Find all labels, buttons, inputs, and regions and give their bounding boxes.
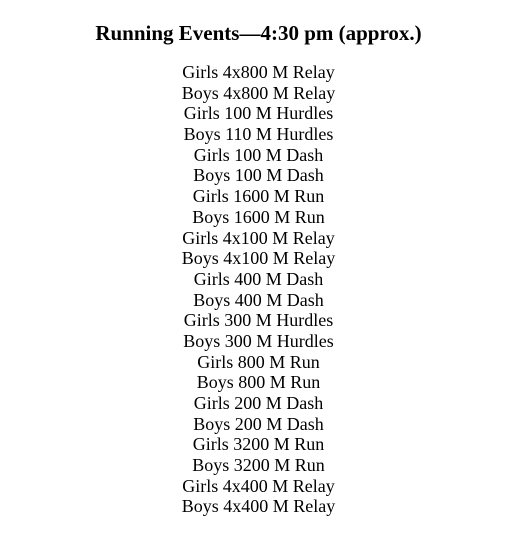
list-item: Girls 4x800 M Relay <box>182 62 335 82</box>
list-item: Boys 1600 M Run <box>192 206 325 227</box>
list-item: Girls 1600 M Run <box>192 186 325 207</box>
list-item: Boys 110 M Hurdles <box>183 124 334 145</box>
list-item: Boys 3200 M Run <box>192 455 325 476</box>
list-item: Boys 4x100 M Relay <box>181 248 336 269</box>
list-item: Boys 100 M Dash <box>193 165 324 186</box>
running-events-list <box>0 62 517 517</box>
list-item: Boys 4x800 M Relay <box>181 82 336 103</box>
list-item: Boys 300 M Hurdles <box>183 330 334 351</box>
list-item: Boys 4x400 M Relay <box>181 496 336 517</box>
list-item: Girls 4x400 M Relay <box>182 475 335 496</box>
list-item: Girls 800 M Run <box>197 351 320 372</box>
list-item: Girls 200 M Dash <box>193 393 324 413</box>
list-item: Girls 4x100 M Relay <box>182 227 335 248</box>
list-item: Girls 300 M Hurdles <box>183 310 334 331</box>
list-item: Boys 800 M Run <box>196 372 321 393</box>
list-item: Girls 100 M Hurdles <box>183 103 334 124</box>
list-item: Boys 200 M Dash <box>193 413 324 434</box>
list-item: Girls 3200 M Run <box>192 434 325 455</box>
section-heading: Running Events—4:30 pm (approx.) <box>95 21 422 45</box>
list-item: Girls 100 M Dash <box>193 144 324 165</box>
list-item: Girls 400 M Dash <box>193 268 324 289</box>
list-item: Boys 400 M Dash <box>193 289 324 310</box>
